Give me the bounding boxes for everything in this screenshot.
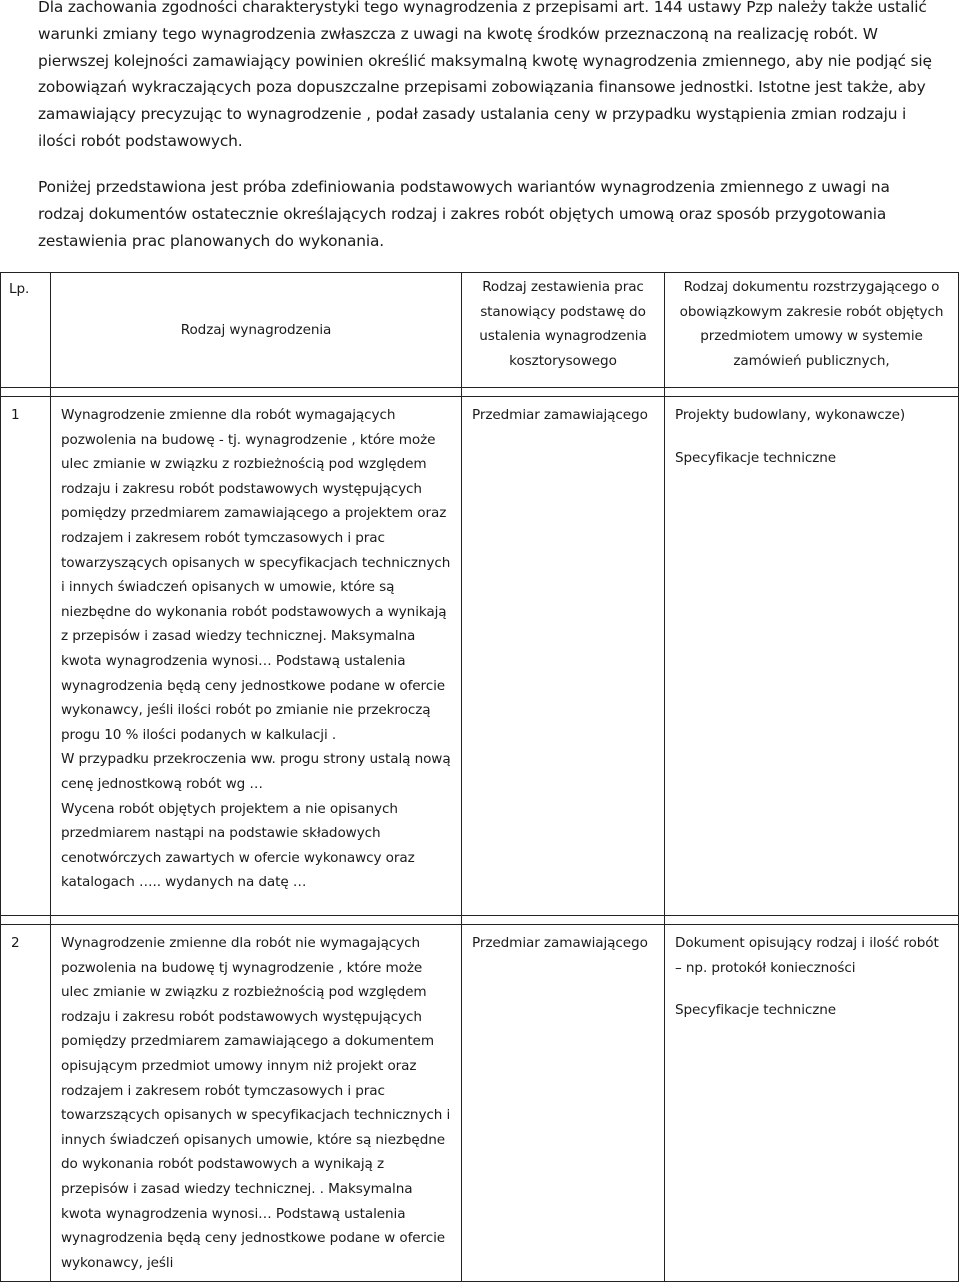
rodzaj-wynagrodzenia-cell [51, 925, 462, 1282]
header-lp: Lp. [1, 273, 51, 388]
row-number: 1 [1, 397, 51, 916]
table-row [1, 925, 959, 1282]
cell-paragraph: Wynagrodzenie zmienne dla robót nie wymagających pozwolenia na budowę tj wynagrodzenie , które może ulec zmianie w związku z rozbieżnością pod względem rodzaju i zakresu robót podstawowych występujących pomiędzy przedmiarem zamawiającego a dokumentem opisującym przedmiot umowy innym niż projekt oraz rodzajem i zakresem robót tymczasowych i prac towarzszących opisanych w specyfikacjach technicznych i innych świadczeń opisanych umowie, które są niezbędne do wykonania robót podstawowych a wynikają z przepisów i zasad wiedzy technicznej. . Maksymalna kwota wynagrodzenia wynosi… Podstawą ustalenia wynagrodzenia będą ceny jednostkowe podane w ofercie wykonawcy, jeśli [61, 935, 451, 1271]
table-spacer-row [1, 388, 959, 397]
table-row [1, 397, 959, 916]
zestawienie-cell: Przedmiar zamawiającego [462, 397, 665, 916]
cell-paragraph: Wycena robót objętych projektem a nie opisanych przedmiarem nastąpi na podstawie składowych cenotwórczych zawartych w ofercie wykonawcy oraz katalogach ….. wydanych na datę … [61, 800, 415, 891]
cell-paragraph: Dokument opisujący rodzaj i ilość robót – np. protokół konieczności [675, 935, 939, 976]
remuneration-table [0, 272, 959, 1282]
dokument-cell [665, 397, 959, 916]
table-header-row [1, 273, 959, 388]
header-rodzaj-zestawienia: Rodzaj zestawienia prac stanowiący podstawę do ustalenia wynagrodzenia kosztorysowego [462, 273, 665, 388]
header-rodzaj-dokumentu: Rodzaj dokumentu rozstrzygającego o obowiązkowym zakresie robót objętych przedmiotem umowy w systemie zamówień publicznych, [665, 273, 959, 388]
intro-paragraph-1: Dla zachowania zgodności charakterystyki tego wynagrodzenia z przepisami art. 144 ustawy Pzp należy także ustalić warunki zmiany tego wynagrodzenia zwłaszcza z uwagi na kwotę środków przeznaczoną na realizację robót. W pierwszej kolejności zamawiający powinien określić maksymalną kwotę wynagrodzenia zmiennego, aby nie podjąć się zobowiązań wykraczających poza dopuszczalne przepisami zobowiązania finansowe jednostki. Istotne jest także, aby zamawiający precyzując to wynagrodzenie , podał zasady ustalania ceny w przypadku wystąpienia zmian rodzaju i ilości robót podstawowych. [38, 0, 932, 150]
header-rodzaj-wynagrodzenia: Rodzaj wynagrodzenia [51, 273, 462, 388]
cell-paragraph: Specyfikacje techniczne [675, 449, 837, 466]
intro-paragraph-2: Poniżej przedstawiona jest próba zdefiniowania podstawowych wariantów wynagrodzenia zmiennego z uwagi na rodzaj dokumentów ostatecznie określających rodzaj i zakres robót objętych umową oraz sposób przygotowania zestawienia prac planowanych do wykonania. [38, 178, 890, 250]
rodzaj-wynagrodzenia-cell [51, 397, 462, 916]
zestawienie-cell: Przedmiar zamawiającego [462, 925, 665, 1282]
table-spacer-row [1, 916, 959, 925]
cell-paragraph: Wynagrodzenie zmienne dla robót wymagających pozwolenia na budowę - tj. wynagrodzenie , które może ulec zmianie w związku z rozbieżnością pod względem rodzaju i zakresu robót podstawowych występujących pomiędzy przedmiarem zamawiającego a projektem oraz rodzajem i zakresem robót tymczasowych i prac towarzyszących opisanych w specyfikacjach technicznych i innych świadczeń opisanych w umowie, które są niezbędne do wykonania robót podstawowych a wynikają z przepisów i zasad wiedzy technicznej. Maksymalna kwota wynagrodzenia wynosi… Podstawą ustalenia wynagrodzenia będą ceny jednostkowe podane w ofercie wykonawcy, jeśli ilości robót po zmianie nie przekroczą progu 10 % ilości podanych w kalkulacji . [61, 407, 451, 743]
cell-paragraph: Specyfikacje techniczne [675, 1002, 837, 1019]
cell-paragraph: Projekty budowlany, wykonawcze) [675, 407, 906, 423]
row-number: 2 [1, 925, 51, 1282]
cell-paragraph: W przypadku przekroczenia ww. progu strony ustalą nową cenę jednostkową robót wg … [61, 751, 451, 792]
dokument-cell [665, 925, 959, 1282]
